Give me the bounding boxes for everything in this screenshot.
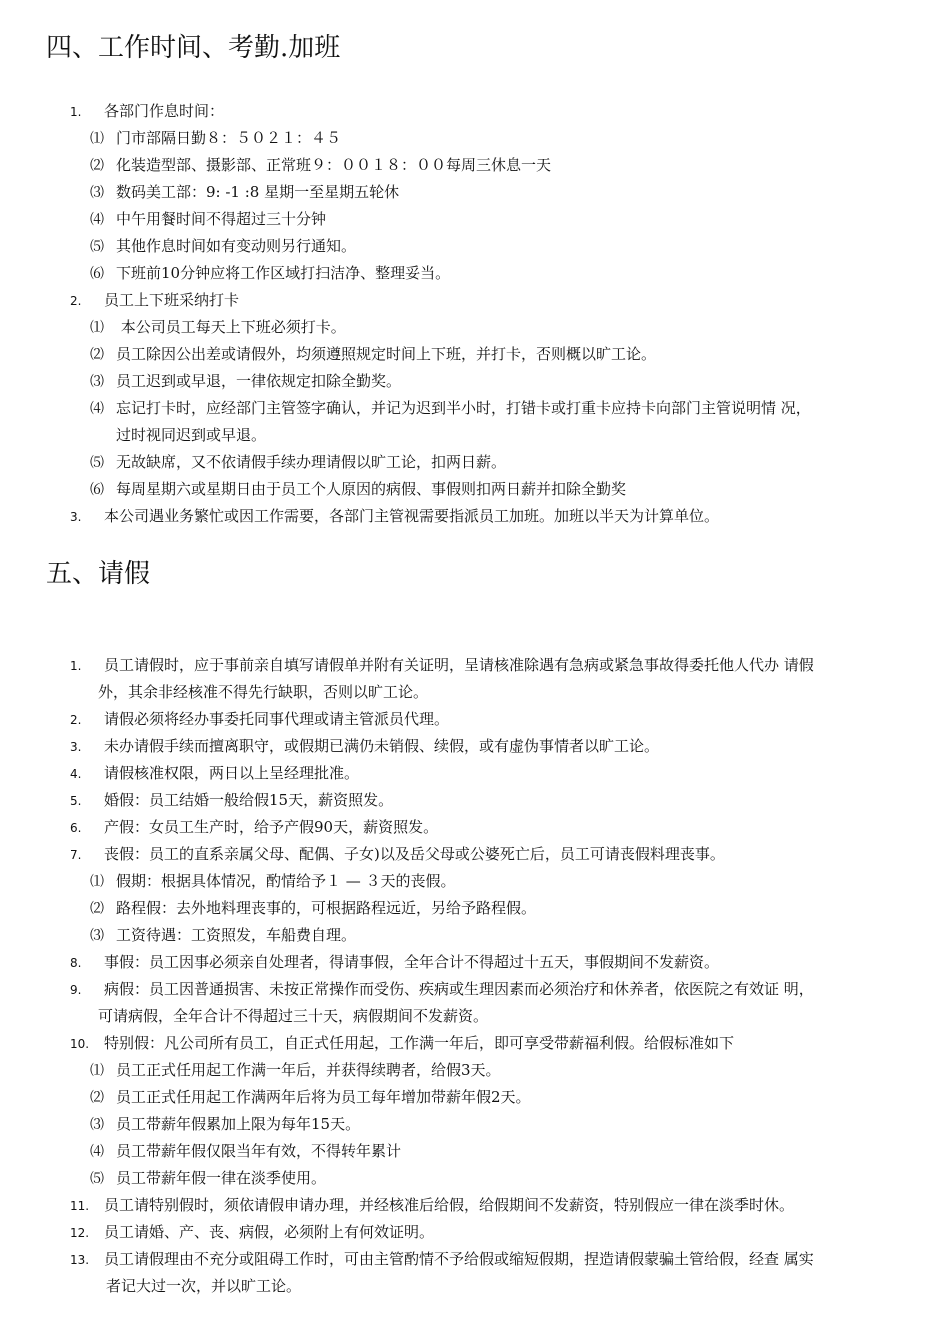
sub-number: ⑹ <box>90 266 104 282</box>
sub-text: 员工带薪年假仅限当年有效，不得转年累计 <box>116 1142 402 1160</box>
s4-item-2-sub-6 <box>90 478 626 501</box>
sub-number: ⑷ <box>90 212 104 228</box>
list-number: 6. <box>70 821 82 835</box>
s4-item-1-sub-6 <box>90 262 450 285</box>
s5-item-3 <box>70 735 659 758</box>
list-number: 3. <box>70 740 82 754</box>
list-text: 婚假：员工结婚一般给假15天，薪资照发。 <box>104 791 394 809</box>
section-4-heading: 四、工作时间、考勤.加班 <box>46 33 341 63</box>
sub-number: ⑵ <box>90 1090 104 1106</box>
sub-text: 员工带薪年假累加上限为每年15天。 <box>116 1115 361 1133</box>
sub-text: 中午用餐时间不得超过三十分钟 <box>116 210 327 228</box>
list-number: 2. <box>70 713 82 727</box>
s5-item-10-sub-3 <box>90 1113 360 1136</box>
list-text: 未办请假手续而擅离职守，或假期已满仍未销假、续假，或有虚伪事情者以旷工论。 <box>104 737 660 755</box>
list-text: 丧假：员工的直系亲属父母、配偶、子女)以及岳父母或公婆死亡后，员工可请丧假料理丧事。 <box>104 845 725 863</box>
sub-number: ⑶ <box>90 928 104 944</box>
sub-number: ⑸ <box>90 239 104 255</box>
s4-item-1-sub-3 <box>90 181 399 204</box>
list-text: 各部门作息时间： <box>104 102 225 120</box>
sub-number: ⑵ <box>90 347 104 363</box>
s5-item-13 <box>70 1248 814 1271</box>
list-number: 8. <box>70 956 82 970</box>
s5-item-9 <box>70 978 814 1001</box>
list-number: 1. <box>70 659 82 673</box>
list-text: 产假：女员工生产时，给予产假90天，薪资照发。 <box>104 818 439 836</box>
sub-number: ⑷ <box>90 1144 104 1160</box>
sub-text: 本公司员工每天上下班必须打卡。 <box>116 318 346 336</box>
list-number: 11. <box>70 1199 90 1213</box>
sub-text: 每周星期六或星期日由于员工个人原因的病假、事假则扣两日薪并扣除全勤奖 <box>116 480 627 498</box>
s4-item-1-sub-5 <box>90 235 356 258</box>
sub-text: 其他作息时间如有变动则另行通知。 <box>116 237 357 255</box>
s5-item-1-continuation: 外，其余非经核准不得先行缺职，否则以旷工论。 <box>98 683 429 701</box>
s5-item-5 <box>70 789 393 812</box>
list-number: 1. <box>70 105 82 119</box>
s5-item-10-sub-5 <box>90 1167 326 1190</box>
sub-number: ⑴ <box>90 320 104 336</box>
s5-item-10 <box>70 1032 734 1055</box>
list-text: 请假核准权限，两日以上呈经理批准。 <box>104 764 360 782</box>
s5-item-10-sub-1 <box>90 1059 501 1082</box>
s5-item-9-continuation: 可请病假，全年合计不得超过三十天，病假期间不发薪资。 <box>98 1007 489 1025</box>
sub-text: 门市部隔日勤８：５０２１：４５ <box>116 129 342 147</box>
s4-item-2 <box>70 289 239 312</box>
sub-number: ⑵ <box>90 901 104 917</box>
list-number: 2. <box>70 294 82 308</box>
s5-item-13-continuation: 者记大过一次，并以旷工论。 <box>106 1277 302 1295</box>
sub-number: ⑵ <box>90 158 104 174</box>
s5-item-7-sub-2 <box>90 897 536 920</box>
sub-number: ⑴ <box>90 131 104 147</box>
sub-text: 数码美工部：9: -1 :8 星期一至星期五轮休 <box>116 183 400 201</box>
s4-item-2-sub-4-continuation: 过时视同迟到或早退。 <box>116 426 267 444</box>
sub-text: 员工除因公出差或请假外，均须遵照规定时间上下班，并打卡，否则概以旷工论。 <box>116 345 657 363</box>
s5-item-10-sub-2 <box>90 1086 531 1109</box>
list-text: 员工上下班采纳打卡 <box>104 291 240 309</box>
sub-text: 化装造型部、摄影部、正常班９：００１８：００每周三休息一天 <box>116 156 552 174</box>
list-number: 4. <box>70 767 82 781</box>
sub-text: 员工带薪年假一律在淡季使用。 <box>116 1169 327 1187</box>
s5-item-1 <box>70 654 814 677</box>
sub-number: ⑶ <box>90 1117 104 1133</box>
sub-text: 路程假：去外地料理丧事的，可根据路程远近，另给予路程假。 <box>116 899 537 917</box>
s4-item-1-sub-4 <box>90 208 326 231</box>
s5-item-7-sub-3 <box>90 924 356 947</box>
sub-number: ⑶ <box>90 374 104 390</box>
sub-text: 员工正式任用起工作满两年后将为员工每年增加带薪年假2天。 <box>116 1088 531 1106</box>
sub-number: ⑶ <box>90 185 104 201</box>
list-text: 员工请假时，应于事前亲自填写请假单并附有关证明，呈请核准除遇有急病或紧急事故得委托他人代办 请假 <box>104 656 814 674</box>
s5-item-10-sub-4 <box>90 1140 401 1163</box>
s4-item-1 <box>70 100 224 123</box>
s4-item-2-sub-3 <box>90 370 401 393</box>
sub-text: 工资待遇：工资照发，车船费自理。 <box>116 926 357 944</box>
s4-item-3 <box>70 505 719 528</box>
list-number: 7. <box>70 848 82 862</box>
s4-item-2-sub-1 <box>90 316 346 339</box>
list-text: 员工请假理由不充分或阻碍工作时，可由主管酌情不予给假或缩短假期，捏造请假蒙骗土管给假，经查 属实 <box>104 1250 814 1268</box>
sub-text: 假期：根据具体情况，酌情给予１ — ３天的丧假。 <box>116 872 456 890</box>
list-text: 特别假：凡公司所有员工，自正式任用起，工作满一年后，即可享受带薪福利假。给假标准如下 <box>104 1034 735 1052</box>
list-text: 事假：员工因事必须亲自处理者，得请事假，全年合计不得超过十五天，事假期间不发薪资。 <box>104 953 720 971</box>
sub-text: 忘记打卡时，应经部门主管签字确认，并记为迟到半小时，打错卡或打重卡应持卡向部门主管说明情 况， <box>116 399 811 417</box>
list-number: 3. <box>70 510 82 524</box>
list-number: 12. <box>70 1226 90 1240</box>
sub-text: 下班前10分钟应将工作区域打扫洁净、整理妥当。 <box>116 264 451 282</box>
list-text: 病假：员工因普通损害、未按正常操作而受伤、疾病或生理因素而必须治疗和休养者，依医院之有效证 明， <box>104 980 814 998</box>
s5-item-4 <box>70 762 359 785</box>
s5-item-6 <box>70 816 438 839</box>
list-text: 员工请特别假时，须依请假申请办理，并经核准后给假，给假期间不发薪资，特别假应一律在淡季时休。 <box>104 1196 795 1214</box>
list-number: 5. <box>70 794 82 808</box>
sub-number: ⑴ <box>90 874 104 890</box>
sub-text: 无故缺席，又不依请假手续办理请假以旷工论，扣两日薪。 <box>116 453 507 471</box>
sub-number: ⑴ <box>90 1063 104 1079</box>
s4-item-2-sub-2 <box>90 343 656 366</box>
s5-item-12 <box>70 1221 434 1244</box>
sub-number: ⑷ <box>90 401 104 417</box>
section-5-heading: 五、请假 <box>46 559 151 589</box>
s5-item-7 <box>70 843 725 866</box>
s5-item-2 <box>70 708 449 731</box>
s5-item-11 <box>70 1194 794 1217</box>
sub-text: 员工迟到或早退，一律依规定扣除全勤奖。 <box>116 372 402 390</box>
s5-item-8 <box>70 951 719 974</box>
s4-item-1-sub-1 <box>90 127 341 150</box>
list-number: 9. <box>70 983 82 997</box>
sub-number: ⑸ <box>90 1171 104 1187</box>
sub-text: 员工正式任用起工作满一年后，并获得续聘者，给假3天。 <box>116 1061 501 1079</box>
list-number: 10. <box>70 1037 90 1051</box>
s5-item-7-sub-1 <box>90 870 456 893</box>
sub-number: ⑸ <box>90 455 104 471</box>
list-text: 员工请婚、产、丧、病假，必须附上有何效证明。 <box>104 1223 435 1241</box>
sub-number: ⑹ <box>90 482 104 498</box>
list-number: 13. <box>70 1253 90 1267</box>
s4-item-1-sub-2 <box>90 154 551 177</box>
list-text: 本公司遇业务繁忙或因工作需要，各部门主管视需要指派员工加班。加班以半天为计算单位。 <box>104 507 720 525</box>
list-text: 请假必须将经办事委托同事代理或请主管派员代理。 <box>104 710 450 728</box>
s4-item-2-sub-5 <box>90 451 506 474</box>
s4-item-2-sub-4 <box>90 397 811 420</box>
